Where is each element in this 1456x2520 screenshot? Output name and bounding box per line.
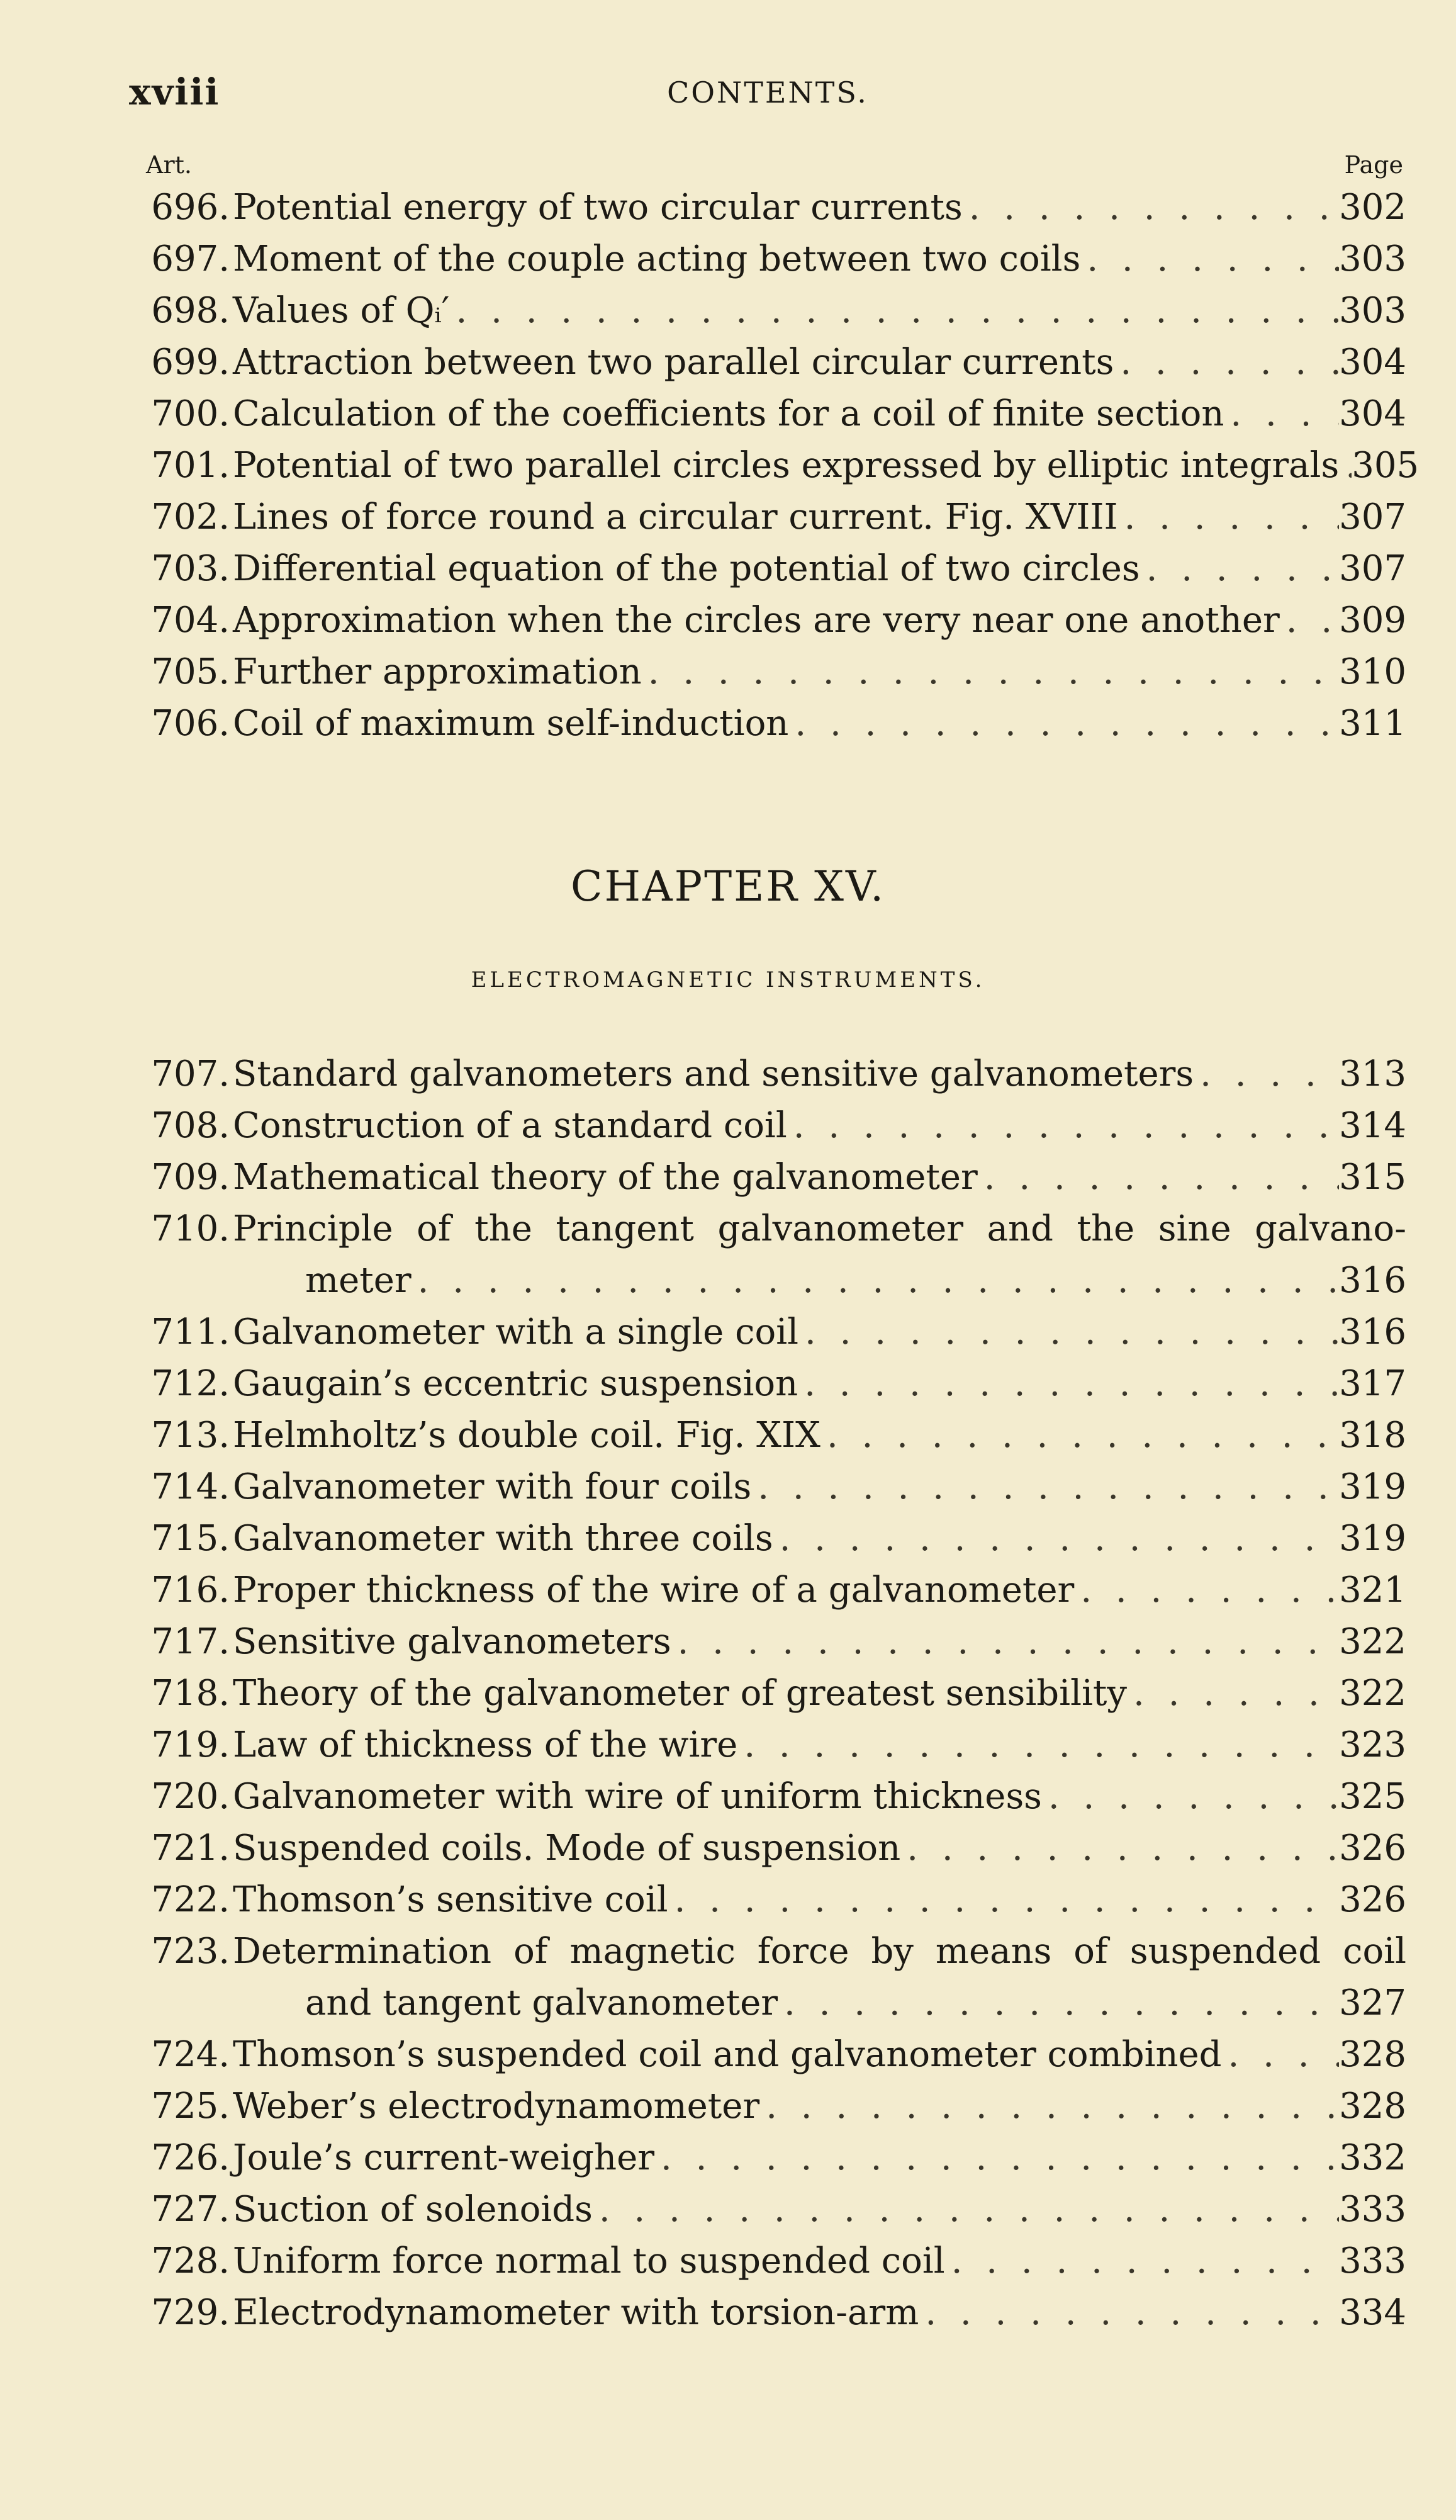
entry-title: Proper thickness of the wire of a galvanometer [233, 1570, 1075, 1611]
contents-entry [129, 1049, 1406, 1100]
dot-leader [900, 1823, 1339, 1874]
article-number: 727. [151, 2189, 230, 2230]
dot-leader [919, 2287, 1339, 2339]
entry-title: Suction of solenoids [233, 2189, 593, 2230]
entry-title: Construction of a standard coil [233, 1105, 787, 1146]
dot-leader [788, 698, 1339, 750]
dot-leader [1140, 543, 1340, 595]
page-ref: 321 [1339, 1570, 1406, 1611]
contents-entry [129, 1513, 1406, 1565]
contents-entry [129, 698, 1406, 750]
dot-leader [963, 182, 1339, 233]
dot-leader [1114, 337, 1339, 388]
page-ref: 332 [1339, 2137, 1406, 2178]
page-ref: 304 [1339, 393, 1406, 434]
entry-title: Moment of the couple acting between two coils [233, 239, 1081, 279]
contents-entry [129, 337, 1406, 388]
dot-leader [773, 1513, 1340, 1565]
contents-entry [129, 1874, 1406, 1926]
article-number: 701. [151, 445, 230, 486]
contents-entry [129, 1771, 1406, 1823]
dot-leader [1042, 1771, 1339, 1823]
article-number: 723. [151, 1931, 230, 1972]
page-ref: 322 [1339, 1621, 1406, 1662]
page-column-head: Page [1344, 151, 1403, 179]
entry-title: Weber’s electrodynamometer [233, 2086, 760, 2127]
entry-title: Mathematical theory of the galvanometer [233, 1157, 978, 1198]
page-number: xviii [129, 70, 220, 113]
page-ref: 333 [1339, 2241, 1406, 2281]
contents-entry [129, 388, 1406, 440]
article-number: 728. [151, 2241, 230, 2281]
page-ref: 311 [1339, 703, 1406, 744]
article-number: 718. [151, 1673, 230, 1714]
page-ref: 323 [1339, 1724, 1406, 1765]
contents-entry [129, 1100, 1406, 1152]
entry-title: meter [305, 1260, 412, 1301]
page-ref: 307 [1339, 548, 1406, 589]
page-ref: 313 [1339, 1054, 1406, 1094]
contents-entry [129, 233, 1406, 285]
article-number: 706. [151, 703, 230, 744]
page-ref: 334 [1339, 2292, 1406, 2333]
page-ref: 317 [1339, 1363, 1406, 1404]
contents-entry [129, 1461, 1406, 1513]
entry-title: Suspended coils. Mode of suspension [233, 1828, 901, 1869]
contents-entry [129, 1668, 1406, 1719]
article-number: 721. [151, 1828, 230, 1869]
article-number: 711. [151, 1312, 230, 1353]
article-number: 726. [151, 2137, 230, 2178]
dot-leader [1118, 492, 1340, 543]
contents-entry [129, 1565, 1406, 1616]
page-ref: 302 [1339, 187, 1406, 228]
entry-title: Attraction between two parallel circular currents [233, 342, 1114, 383]
entry-title: Joule’s current-weigher [233, 2137, 655, 2178]
entry-title: Sensitive galvanometers [233, 1621, 671, 1662]
contents-entry [129, 1719, 1406, 1771]
dot-leader [759, 2081, 1339, 2132]
page-ref: 310 [1339, 651, 1406, 692]
contents-entry [129, 182, 1406, 233]
article-number: 696. [151, 187, 230, 228]
entry-title: Lines of force round a circular current. Fig. XVIII [233, 497, 1118, 537]
entry-title: Theory of the galvanometer of greatest sensibility [233, 1673, 1128, 1714]
page-ref: 319 [1339, 1518, 1406, 1559]
article-number: 717. [151, 1621, 230, 1662]
contents-entry [129, 2236, 1406, 2287]
entry-title: Galvanometer with three coils [233, 1518, 773, 1559]
article-number: 722. [151, 1879, 230, 1920]
contents-entry [129, 1307, 1406, 1358]
article-number: 720. [151, 1776, 230, 1817]
contents-entry [129, 2184, 1406, 2236]
dot-leader [642, 646, 1339, 698]
page-ref: 303 [1339, 290, 1406, 331]
article-number: 716. [151, 1570, 230, 1611]
page-ref: 328 [1339, 2034, 1406, 2075]
page-ref: 315 [1339, 1157, 1406, 1198]
dot-leader [1080, 233, 1339, 285]
contents-entry [129, 1823, 1406, 1874]
contents-entry [129, 1410, 1406, 1461]
dot-leader [787, 1100, 1339, 1152]
entry-title: Coil of maximum self-induction [233, 703, 789, 744]
page-ref: 309 [1339, 600, 1406, 641]
entry-title: Helmholtz’s double coil. Fig. XIX [233, 1415, 820, 1456]
contents-list-section-1 [129, 182, 1420, 750]
article-number: 698. [151, 290, 230, 331]
entry-title: Calculation of the coefficients for a coil of finite section [233, 393, 1224, 434]
dot-leader [978, 1152, 1339, 1203]
entry-title: Galvanometer with four coils [233, 1466, 752, 1507]
article-number: 710. [151, 1208, 230, 1249]
entry-title-line-1: Determination of magnetic force by means of suspended coil [233, 1931, 1406, 1972]
contents-entry [129, 1616, 1406, 1668]
entry-title: Potential energy of two circular currents [233, 187, 963, 228]
contents-entry [129, 2287, 1406, 2339]
article-number: 713. [151, 1415, 230, 1456]
dot-leader [778, 1977, 1339, 2029]
contents-list-section-2 [129, 1049, 1406, 2339]
contents-entry [129, 1358, 1406, 1410]
contents-entry [129, 440, 1420, 492]
dot-leader [1194, 1049, 1339, 1100]
dot-leader [671, 1616, 1340, 1668]
contents-entry [129, 285, 1406, 337]
contents-entry [129, 2029, 1406, 2081]
page-ref: 319 [1339, 1466, 1406, 1507]
entry-title: Thomson’s suspended coil and galvanometer combined [233, 2034, 1222, 2075]
dot-leader [798, 1358, 1339, 1410]
article-number: 724. [151, 2034, 230, 2075]
running-title: CONTENTS. [667, 76, 868, 110]
dot-leader [593, 2184, 1339, 2236]
entry-title: Galvanometer with a single coil [233, 1312, 799, 1353]
dot-leader [1127, 1668, 1339, 1719]
dot-leader [1222, 2029, 1340, 2081]
contents-entry [129, 1926, 1406, 2029]
article-number: 699. [151, 342, 230, 383]
page-ref: 318 [1339, 1415, 1406, 1456]
contents-entry [129, 646, 1406, 698]
entry-title: Potential of two parallel circles expressed by elliptic integrals [233, 445, 1340, 486]
contents-entry [129, 543, 1406, 595]
dot-leader [412, 1255, 1339, 1307]
contents-entry [129, 595, 1406, 646]
entry-title: Further approximation [233, 651, 642, 692]
article-number: 704. [151, 600, 230, 641]
entry-title: Differential equation of the potential of two circles [233, 548, 1140, 589]
page-ref: 305 [1352, 445, 1420, 486]
page-ref: 304 [1339, 342, 1406, 383]
article-number: 707. [151, 1054, 230, 1094]
page-ref: 303 [1339, 239, 1406, 279]
contents-entry [129, 1203, 1406, 1307]
entry-title: Gaugain’s eccentric suspension [233, 1363, 798, 1404]
page-ref: 333 [1339, 2189, 1406, 2230]
dot-leader [751, 1461, 1339, 1513]
chapter-subtitle: ELECTROMAGNETIC INSTRUMENTS. [471, 967, 985, 993]
contents-entry [129, 2081, 1406, 2132]
chapter-heading: CHAPTER XV. [570, 862, 886, 911]
dot-leader [1280, 595, 1339, 646]
entry-title: Law of thickness of the wire [233, 1724, 738, 1765]
entry-title: Approximation when the circles are very near one another [233, 600, 1280, 641]
dot-leader [798, 1307, 1339, 1358]
page-ref: 325 [1339, 1776, 1406, 1817]
entry-title: Galvanometer with wire of uniform thickness [233, 1776, 1042, 1817]
dot-leader [1074, 1565, 1339, 1616]
art-column-head: Art. [146, 151, 192, 179]
article-number: 714. [151, 1466, 230, 1507]
entry-title: Electrodynamometer with torsion-arm [233, 2292, 919, 2333]
entry-title-line-1: Principle of the tangent galvanometer and the sine galvano- [233, 1208, 1406, 1249]
article-number: 712. [151, 1363, 230, 1404]
page-ref: 307 [1339, 497, 1406, 537]
article-number: 715. [151, 1518, 230, 1559]
contents-entry [129, 1152, 1406, 1203]
page-ref: 328 [1339, 2086, 1406, 2127]
page-ref: 314 [1339, 1105, 1406, 1146]
article-number: 700. [151, 393, 230, 434]
contents-entry [129, 492, 1406, 543]
dot-leader [449, 285, 1339, 337]
article-number: 697. [151, 239, 230, 279]
entry-title: Thomson’s sensitive coil [233, 1879, 668, 1920]
entry-title: Values of Qᵢ′ [233, 290, 450, 331]
entry-title: and tangent galvanometer [305, 1983, 778, 2023]
article-number: 729. [151, 2292, 230, 2333]
dot-leader [654, 2132, 1339, 2184]
page-ref: 322 [1339, 1673, 1406, 1714]
page-header [129, 70, 1406, 127]
article-number: 708. [151, 1105, 230, 1146]
dot-leader [820, 1410, 1339, 1461]
page-ref: 316 [1339, 1260, 1406, 1301]
page-ref: 326 [1339, 1879, 1406, 1920]
dot-leader [1224, 388, 1339, 440]
page-ref: 316 [1339, 1312, 1406, 1353]
article-number: 703. [151, 548, 230, 589]
article-number: 719. [151, 1724, 230, 1765]
entry-title: Uniform force normal to suspended coil [233, 2241, 945, 2281]
dot-leader [668, 1874, 1340, 1926]
article-number: 725. [151, 2086, 230, 2127]
page-ref: 326 [1339, 1828, 1406, 1869]
dot-leader [737, 1719, 1339, 1771]
page-ref: 327 [1339, 1983, 1406, 2023]
article-number: 705. [151, 651, 230, 692]
entry-title: Standard galvanometers and sensitive galvanometers [233, 1054, 1194, 1094]
contents-entry [129, 2132, 1406, 2184]
dot-leader [945, 2236, 1339, 2287]
article-number: 709. [151, 1157, 230, 1198]
dot-leader [1339, 440, 1352, 492]
article-number: 702. [151, 497, 230, 537]
